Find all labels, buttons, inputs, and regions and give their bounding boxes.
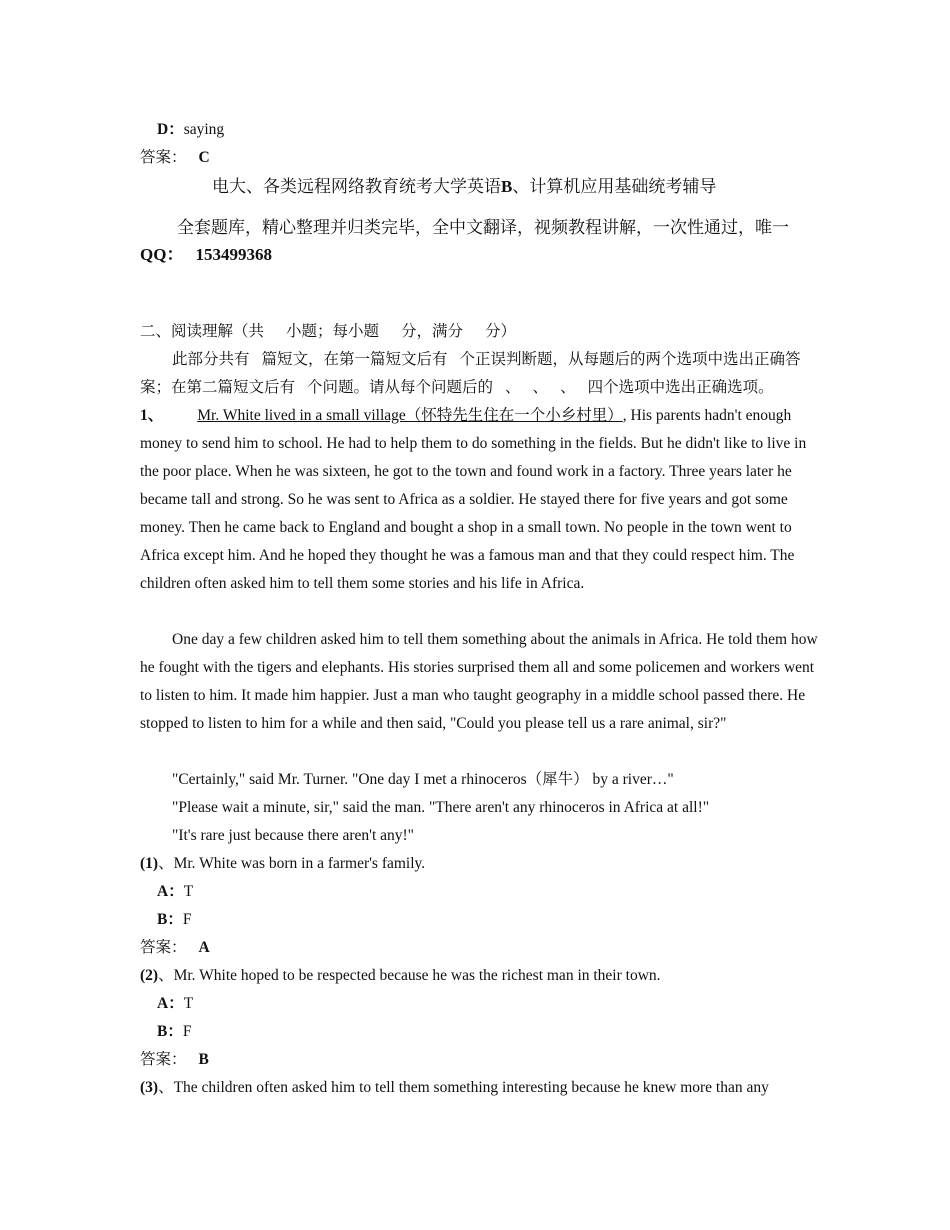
qq-number: 153499368 [195,245,272,264]
section-intro: 此部分共有 篇短文，在第一篇短文后有 个正误判断题，从每题后的两个选项中选出正确答案；在第二篇短文后有 个问题。请从每个问题后的 、 、 、 四个选项中选出正确选项。 [140,351,801,396]
answer-value: C [198,149,210,166]
passage-line-3: "Certainly," said Mr. Turner. "One day I met a rhinoceros（犀牛） by a river…" [172,771,674,788]
prev-option-d [157,120,224,140]
answer-label: 答案： [140,149,187,166]
question-number: (2) [140,967,159,984]
prev-answer [140,148,210,168]
passage-paragraph-1: 1、 Mr. White lived in a small village（怀特先生住在一个小乡村里）, His parents hadn't enough money to send him to school. He had to help them to do something in the fields. But he didn't like to live in the poor place. When he was sixteen, he got to the town and found work in a factory. Three years later he became tall and strong. So he was sent to Africa as a soldier. He stayed there for five years and got some money. Then he came back to England and bought a shop in a small town. No people in the town went to Africa except him. And he hoped they thought he was a famous man and that they could respect him. The children often asked him to tell them some stories and his life in Africa. [140,407,807,592]
question-2: (2)、Mr. White hoped to be respected because he was the richest man in their town. [140,967,661,984]
question-number: (1) [140,855,159,872]
passage-line-4: "Please wait a minute, sir," said the man. "There aren't any rhinoceros in Africa at all!" [172,799,710,816]
question-number: (3) [140,1079,159,1096]
option-text: saying [183,121,225,138]
question-1: (1)、Mr. White was born in a farmer's family. [140,855,426,872]
option-key: D： [157,121,184,138]
qq-label: QQ： [140,245,184,264]
section-heading: 二、阅读理解（共 小题；每小题 分，满分 分） [140,323,517,340]
question-3: (3)、The children often asked him to tell them something interesting because he knew more than any [140,1079,769,1096]
promo-body: 全套题库，精心整理并归类完毕，全中文翻译，视频教程讲解，一次性通过，唯一QQ： 153499368 [140,218,789,264]
promo-title: 电大、各类远程网络教育统考大学英语B、计算机应用基础统考辅导 [212,177,717,196]
passage-line-5: "It's rare just because there aren't any!" [172,827,415,844]
passage-lead: Mr. White lived in a small village（怀特先生住在一个小乡村里） [197,407,623,424]
question-1-answer: 答案： A [140,939,210,956]
question-2-option-b: B：F [157,1023,192,1040]
question-1-option-a: A：T [157,883,194,900]
passage-number: 1、 [140,407,164,424]
question-2-option-a: A：T [157,995,194,1012]
question-2-answer: 答案： B [140,1051,209,1068]
passage-paragraph-2: One day a few children asked him to tell them something about the animals in Africa. He told them how he fought with the tigers and elephants. His stories surprised them all and some policemen and workers went to listen to him. It made him happier. Just a man who taught geography in a middle school passed there. He stopped to listen to him for a while and then said, "Could you please tell us a rare animal, sir?" [140,631,818,732]
question-1-option-b: B：F [157,911,192,928]
